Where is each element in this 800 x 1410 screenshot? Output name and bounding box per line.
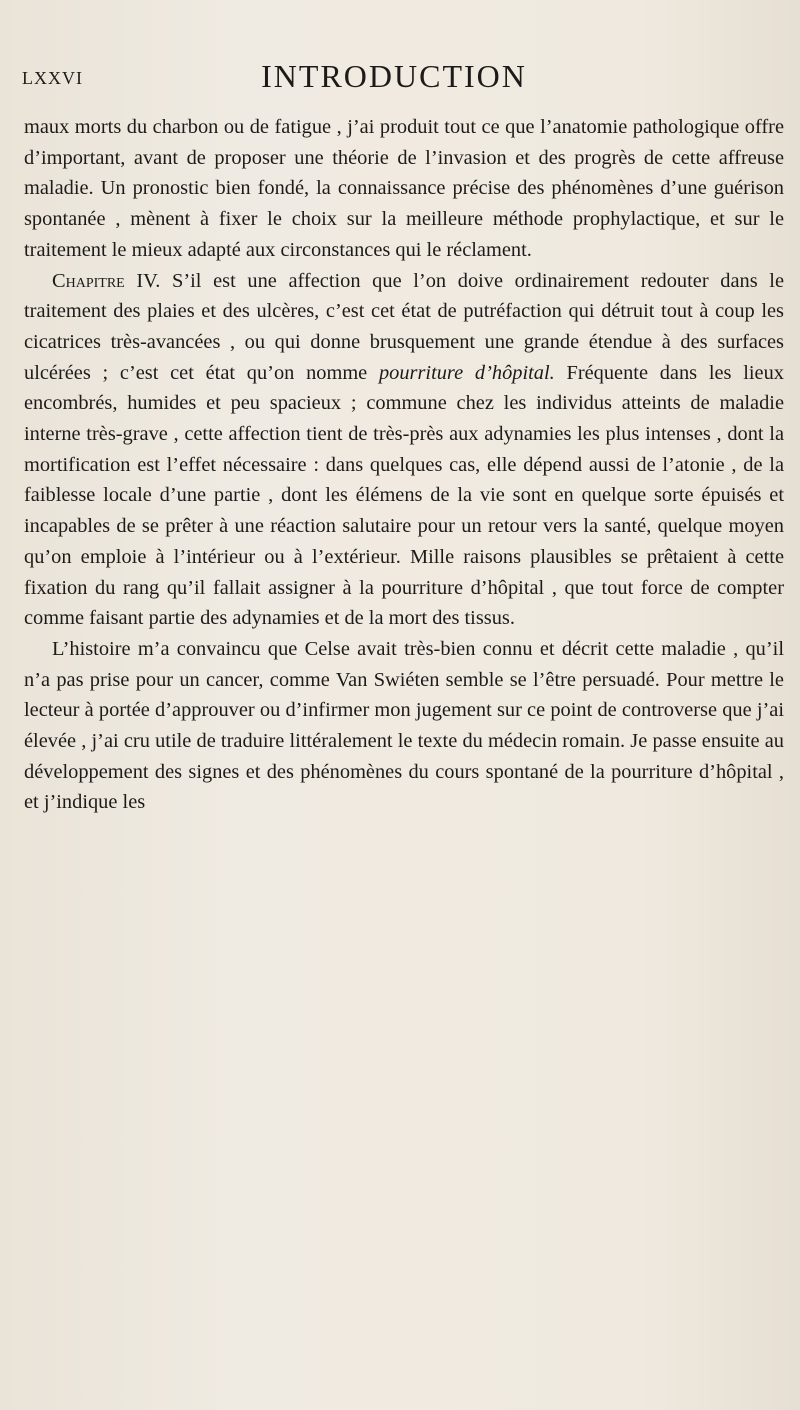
paragraph-3: L’histoire m’a convaincu que Celse avait très-bien connu et décrit cette maladie , qu’il n’a pas prise pour un cancer, comme Van Swiéten semble se l’être persuadé. Pour mettre le lecteur à portée d’approuver ou d’infirmer mon jugement sur ce point de controverse que j’ai élevée , j’ai cru utile de traduire littéralement le texte du médecin romain. Je passe ensuite au développement des signes et des phénomènes du cours spontané de la pourriture d’hôpital , et j’indique les [24, 637, 784, 814]
page-number: LXXVI [22, 68, 83, 88]
paragraph-2-text-a: S’il est une affection que l’on doive ordinairement redouter dans le traitement des plaies et des ulcères, c’est cet état de putréfaction qui détruit tout à coup les cicatrices très-avancées , ou qui donne brusquement une grande étendue à des surfaces ulcérées ; c’est cet état qu’on nomme [24, 269, 784, 384]
paragraph-2 [24, 266, 784, 634]
page-header [22, 60, 782, 100]
paragraph-1: maux morts du charbon ou de fatigue , j’ai produit tout ce que l’anatomie pathologique offre d’important, avant de proposer une théorie de l’invasion et des progrès de cette affreuse maladie. Un pronostic bien fondé, la connaissance précise des phénomènes d’une guérison spontanée , mènent à fixer le choix sur la meilleure méthode prophylactique, et sur le traitement le mieux adapté aux circonstances qui le réclament. [24, 116, 784, 261]
paragraph-2-text-b: Fréquente dans les lieux encombrés, humides et peu spacieux ; commune chez les individus atteints de maladie interne très-grave , cette affection tient de très-près aux adynamies les plus intenses , dont la mortification est l’effet nécessaire : dans quelques cas, elle dépend aussi de l’atonie , de la faiblesse locale d’une partie , dont les élémens de la vie sont en quelque sorte épuisés et incapables de se prêter à une réaction salutaire pour un retour vers la santé, quelque moyen qu’on emploie à l’intérieur ou à l’extérieur. Mille raisons plausibles se prêtaient à cette fixation du rang qu’il fallait assigner à la pourriture d’hôpital , que tout force de compter comme faisant partie des adynamies et de la mort des tissus. [24, 361, 784, 630]
running-title: INTRODUCTION [261, 58, 527, 94]
italic-term: pourriture d’hôpital. [378, 361, 555, 384]
chapter-label: Chapitre IV. [52, 269, 161, 292]
body-text [24, 112, 784, 818]
